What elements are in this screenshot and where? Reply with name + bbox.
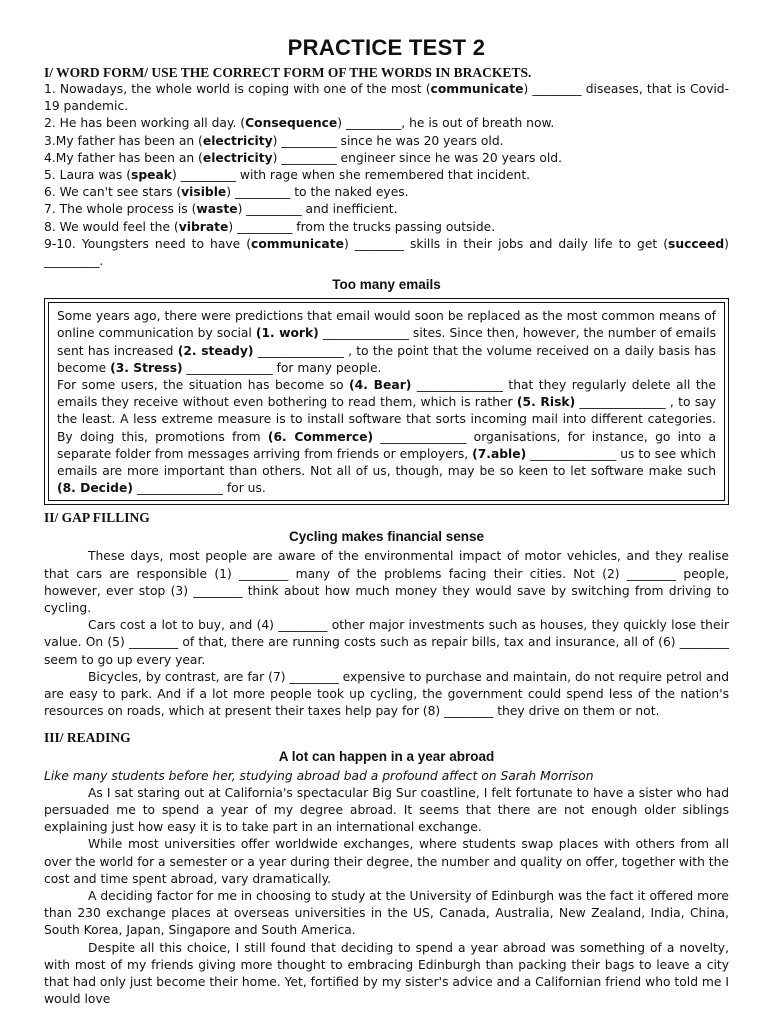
reading-title: A lot can happen in a year abroad xyxy=(278,748,495,764)
question-3: 3.My father has been an (electricity) _________ since he was 20 years old. xyxy=(44,133,504,148)
cycling-paragraph-1: These days, most people are aware of the environmental impact of motor vehicles, and they realise that cars are responsible (1) ________ many of the problems facing their cities. Not (2) ________ people, however, ever stop (3) ________ think about how much money they would save by switching from driving to cycling. xyxy=(44,549,729,616)
question-2: 2. He has been working all day. (Consequence) _________, he is out of breath now. xyxy=(44,116,555,131)
worksheet-page xyxy=(44,34,729,1008)
question-9-10: 9-10. Youngsters need to have (communicate) ________ skills in their jobs and daily life to get (succeed) _________. xyxy=(44,236,729,269)
reading-paragraph-4: Despite all this choice, I still found that deciding to spend a year abroad was something of a novelty, with most of my friends giving more thought to embracing Edinburgh than packing their bags to leave a city that had only just become their home. Yet, fortified by my sister's advice and a Californian friend who told me I would love xyxy=(44,940,729,1007)
cycling-title: Cycling makes financial sense xyxy=(288,529,485,545)
emails-box-outer xyxy=(44,298,729,505)
emails-heading: Too many emails xyxy=(332,277,441,293)
emails-paragraph-2: For some users, the situation has become so (4. Bear) ______________ that they regularly delete all the emails they receive without even bothering to read them, which is rather (5. Risk) ______________ , to say the least. A less extreme measure is to install software that sorts incoming mail into different categories. By doing this, promotions from (6. Commerce) ______________ organisations, for instance, go into a separate folder from messages arriving from friends or employers, (7.able) ______________ us to see which emails are more important than others. Not all of us, though, may be so keen to let software make such (8. Decide) ______________ for us. xyxy=(57,378,717,496)
cycling-paragraph-3: Bicycles, by contrast, are far (7) ________ expensive to purchase and maintain, do not require petrol and are easy to park. And if a lot more people took up cycling, the government could spend less of the nation's resources on roads, which at present their taxes help pay for (8) ________ they drive on them or not. xyxy=(44,669,729,719)
question-4: 4.My father has been an (electricity) _________ engineer since he was 20 years old. xyxy=(44,150,563,165)
spacer xyxy=(44,721,729,729)
emails-box xyxy=(48,302,725,501)
emails-paragraph-1: Some years ago, there were predictions that email would soon be replaced as the most common means of online communication by social (1. work) ______________ sites. Since then, however, the number of emails sent has increased (2. steady) ______________ , to the point that the volume received on a daily basis has become (3. Stress) ______________ for many people. xyxy=(57,309,716,375)
section-1-heading: I/ WORD FORM/ USE THE CORRECT FORM OF THE WORDS IN BRACKETS. xyxy=(44,65,532,80)
reading-subtitle: Like many students before her, studying abroad bad a profound affect on Sarah Morrison xyxy=(44,768,594,783)
question-1: 1. Nowadays, the whole world is coping with one of the most (communicate) ________ diseases, that is Covid-19 pandemic. xyxy=(44,82,730,114)
section-3-heading: III/ READING xyxy=(44,729,131,745)
page-title: PRACTICE TEST 2 xyxy=(287,35,486,60)
reading-paragraph-1: As I sat staring out at California's spectacular Big Sur coastline, I felt fortunate to have a sister who had persuaded me to spend a year of my degree abroad. It seems that there are not enough older siblings explaining just how easy it is to take part in an international exchange. xyxy=(44,785,729,835)
reading-paragraph-2: While most universities offer worldwide exchanges, where students swap places with others from all over the world for a semester or a year during their degree, the number and quality on offer, together with the cost and time spent abroad, vary dramatically. xyxy=(44,837,729,886)
question-6: 6. We can't see stars (visible) _________ to the naked eyes. xyxy=(44,185,409,200)
question-7: 7. The whole process is (waste) _________ and inefficient. xyxy=(44,202,398,217)
reading-paragraph-3: A deciding factor for me in choosing to study at the University of Edinburgh was the fact it offered more than 230 exchange places at overseas universities in the US, Canada, Australia, New Zealand, India, China, South Korea, Japan, Singapore and South America. xyxy=(44,888,729,938)
section-2-heading: II/ GAP FILLING xyxy=(44,510,150,526)
cycling-paragraph-2: Cars cost a lot to buy, and (4) ________ other major investments such as houses, they quickly lose their value. On (5) ________ of that, there are running costs such as repair bills, tax and insurance, all of (6) ________ seem to go up every year. xyxy=(44,618,729,667)
question-5: 5. Laura was (speak) _________ with rage when she remembered that incident. xyxy=(44,168,531,183)
question-8: 8. We would feel the (vibrate) _________ from the trucks passing outside. xyxy=(44,219,496,234)
